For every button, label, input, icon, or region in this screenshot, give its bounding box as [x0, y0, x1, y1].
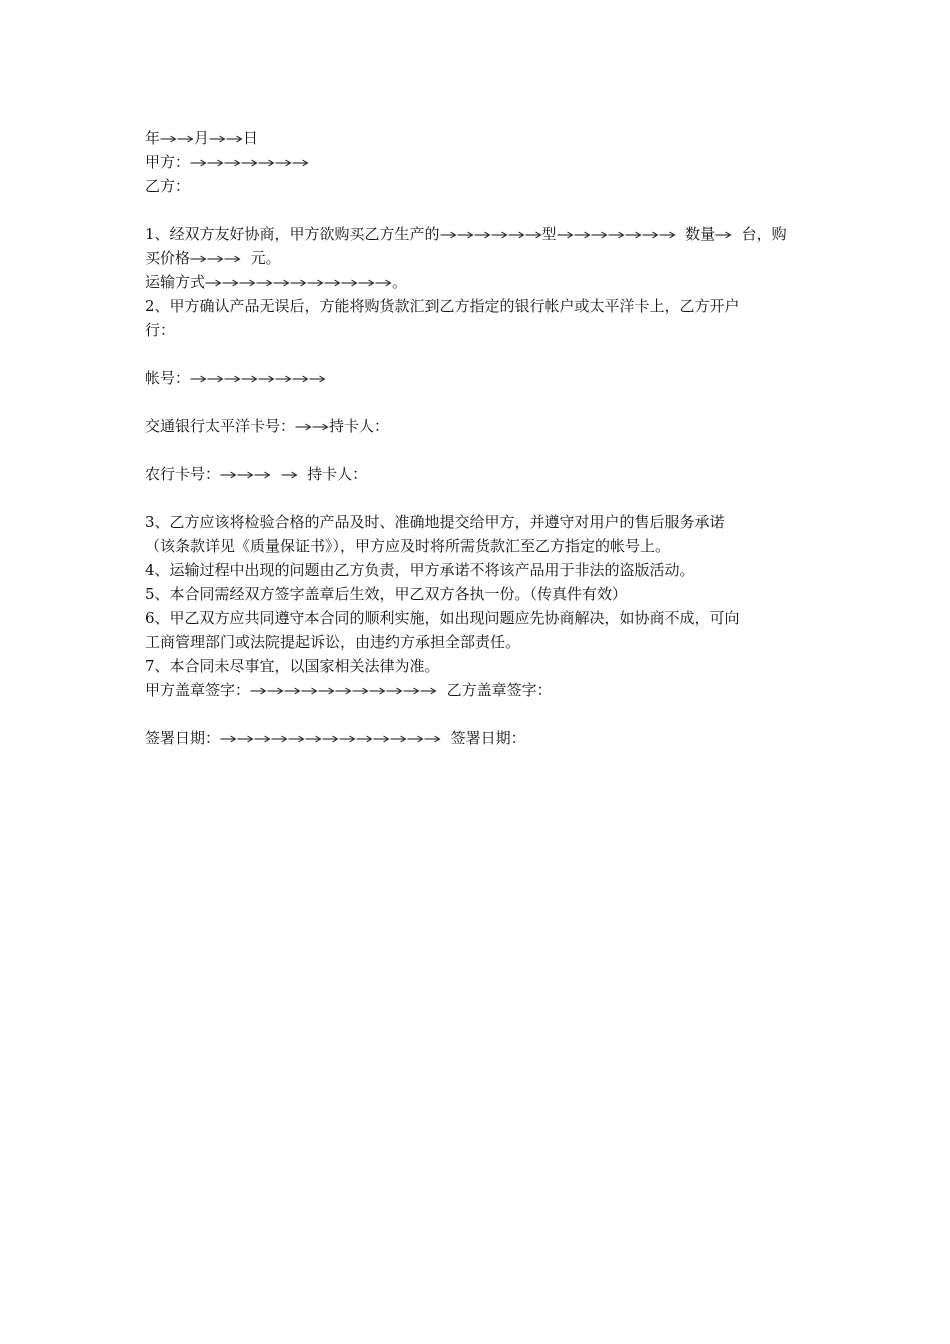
tab-arrow-icon: [715, 230, 732, 240]
tab-marks: [281, 465, 298, 483]
tab-arrow-icon: [420, 686, 437, 696]
tab-arrow-icon: [591, 230, 608, 240]
tab-arrow-icon: [222, 278, 239, 288]
party-a-sign-label: 甲方盖章签字：: [145, 681, 251, 699]
tab-arrow-icon: [341, 278, 358, 288]
tab-marks: [190, 369, 326, 387]
clause-4-line: [145, 558, 810, 582]
clause-1-text-c: 数量: [685, 225, 716, 243]
signature-line: [145, 678, 810, 702]
tab-marks: [440, 225, 542, 243]
tab-arrow-icon: [312, 422, 329, 432]
tab-arrow-icon: [369, 686, 386, 696]
party-b-date-label: 签署日期：: [450, 729, 526, 747]
tab-marks: [220, 729, 441, 747]
tab-arrow-icon: [224, 254, 241, 264]
tab-arrow-icon: [352, 686, 369, 696]
bocom-card-line: [145, 414, 810, 438]
tab-arrow-icon: [322, 734, 339, 744]
tab-arrow-icon: [386, 686, 403, 696]
clause-6-text-1: 6、甲乙双方应共同遵守本合同的顺利实施，如出现问题应先协商解决，如协商不成，可向: [145, 609, 740, 627]
party-a-date-label: 签署日期：: [145, 729, 221, 747]
clause-3-line-1: [145, 510, 810, 534]
clause-1-price-label: 买价格: [145, 249, 191, 267]
tab-arrow-icon: [424, 734, 441, 744]
tab-arrow-icon: [207, 374, 224, 384]
tab-arrow-icon: [324, 278, 341, 288]
tab-arrow-icon: [403, 686, 420, 696]
party-a-line: [145, 150, 810, 174]
clause-1-text-d: 台，购: [741, 225, 787, 243]
tab-arrow-icon: [205, 278, 222, 288]
tab-arrow-icon: [241, 374, 258, 384]
clause-2-line-1: [145, 294, 810, 318]
clause-7-text: 7、本合同未尽事宜，以国家相关法律为准。: [145, 657, 440, 675]
tab-arrow-icon: [281, 470, 298, 480]
tab-arrow-icon: [309, 374, 326, 384]
tab-arrow-icon: [295, 422, 312, 432]
party-b-sign-label: 乙方盖章签字：: [446, 681, 552, 699]
tab-marks: [160, 129, 194, 147]
date-line: [145, 126, 810, 150]
tab-arrow-icon: [275, 374, 292, 384]
tab-arrow-icon: [339, 734, 356, 744]
tab-marks: [295, 417, 329, 435]
clause-5-text: 5、本合同需经双方签字盖章后生效，甲乙双方各执一份。（传真件有效）: [145, 585, 628, 603]
party-a-label: 甲方：: [145, 153, 191, 171]
party-b-line: [145, 174, 810, 198]
tab-arrow-icon: [457, 230, 474, 240]
tab-arrow-icon: [239, 278, 256, 288]
clause-6-line-1: [145, 606, 810, 630]
tab-arrow-icon: [241, 158, 258, 168]
clause-1-line-1: [145, 222, 810, 246]
clause-6-text-2: 工商管理部门或法院提起诉讼，由违约方承担全部责任。: [145, 633, 521, 651]
tab-arrow-icon: [190, 158, 207, 168]
tab-arrow-icon: [275, 158, 292, 168]
tab-arrow-icon: [358, 278, 375, 288]
tab-arrow-icon: [292, 158, 309, 168]
tab-arrow-icon: [508, 230, 525, 240]
tab-arrow-icon: [250, 686, 267, 696]
tab-arrow-icon: [356, 734, 373, 744]
clause-3-text-2: （该条款详见《质量保证书》），甲方应及时将所需货款汇至乙方指定的帐号上。: [145, 537, 671, 555]
tab-arrow-icon: [375, 278, 392, 288]
sign-date-line: [145, 726, 810, 750]
clause-1-text-b: 型: [541, 225, 557, 243]
clause-2-text-2: 行：: [145, 321, 176, 339]
tab-arrow-icon: [273, 278, 290, 288]
transport-label: 运输方式: [145, 273, 206, 291]
tab-arrow-icon: [373, 734, 390, 744]
clause-7-line: [145, 654, 810, 678]
tab-arrow-icon: [335, 686, 352, 696]
tab-marks: [250, 681, 437, 699]
tab-arrow-icon: [258, 374, 275, 384]
tab-arrow-icon: [224, 158, 241, 168]
tab-arrow-icon: [301, 686, 318, 696]
bocom-card-label: 交通银行太平洋卡号：: [145, 417, 296, 435]
tab-marks: [220, 465, 271, 483]
tab-arrow-icon: [318, 686, 335, 696]
tab-arrow-icon: [267, 686, 284, 696]
tab-arrow-icon: [207, 254, 224, 264]
tab-arrow-icon: [659, 230, 676, 240]
tab-arrow-icon: [258, 158, 275, 168]
clause-4-text: 4、运输过程中出现的问题由乙方负责，甲方承诺不将该产品用于非法的盗版活动。: [145, 561, 695, 579]
transport-line: [145, 270, 810, 294]
tab-arrow-icon: [288, 734, 305, 744]
tab-arrow-icon: [390, 734, 407, 744]
clause-3-line-2: [145, 534, 810, 558]
day-label: 日: [243, 129, 259, 147]
abc-card-label: 农行卡号：: [145, 465, 221, 483]
tab-marks: [205, 273, 392, 291]
tab-arrow-icon: [271, 734, 288, 744]
tab-arrow-icon: [474, 230, 491, 240]
tab-marks: [715, 225, 732, 243]
tab-arrow-icon: [284, 686, 301, 696]
month-label: 月: [194, 129, 210, 147]
tab-arrow-icon: [237, 734, 254, 744]
tab-arrow-icon: [237, 470, 254, 480]
tab-arrow-icon: [254, 734, 271, 744]
clause-5-line: [145, 582, 810, 606]
tab-arrow-icon: [440, 230, 457, 240]
account-line: [145, 366, 810, 390]
clause-1-price-unit: 元。: [250, 249, 281, 267]
tab-marks: [209, 129, 243, 147]
tab-arrow-icon: [160, 134, 177, 144]
contract-body: [145, 126, 810, 750]
bocom-holder-label: 持卡人：: [329, 417, 390, 435]
clause-1-text-a: 1、经双方友好协商，甲方欲购买乙方生产的: [145, 225, 440, 243]
tab-arrow-icon: [292, 374, 309, 384]
tab-marks: [190, 249, 241, 267]
tab-arrow-icon: [207, 158, 224, 168]
tab-arrow-icon: [407, 734, 424, 744]
tab-arrow-icon: [290, 278, 307, 288]
tab-arrow-icon: [226, 134, 243, 144]
tab-marks: [190, 153, 309, 171]
party-b-label: 乙方：: [145, 177, 191, 195]
abc-holder-label: 持卡人：: [307, 465, 368, 483]
account-label: 帐号：: [145, 369, 191, 387]
tab-marks: [557, 225, 676, 243]
tab-arrow-icon: [190, 254, 207, 264]
abc-card-line: [145, 462, 810, 486]
year-label: 年: [145, 129, 161, 147]
tab-arrow-icon: [307, 278, 324, 288]
clause-2-text-1: 2、甲方确认产品无误后，方能将购货款汇到乙方指定的银行帐户或太平洋卡上，乙方开户: [145, 297, 740, 315]
clause-3-text-1: 3、乙方应该将检验合格的产品及时、准确地提交给甲方，并遵守对用户的售后服务承诺: [145, 513, 725, 531]
tab-arrow-icon: [574, 230, 591, 240]
tab-arrow-icon: [625, 230, 642, 240]
tab-arrow-icon: [525, 230, 542, 240]
clause-1-line-2: [145, 246, 810, 270]
clause-2-line-2: [145, 318, 810, 342]
tab-arrow-icon: [256, 278, 273, 288]
tab-arrow-icon: [220, 470, 237, 480]
tab-arrow-icon: [254, 470, 271, 480]
tab-arrow-icon: [224, 374, 241, 384]
tab-arrow-icon: [177, 134, 194, 144]
tab-arrow-icon: [220, 734, 237, 744]
tab-arrow-icon: [190, 374, 207, 384]
tab-arrow-icon: [608, 230, 625, 240]
tab-arrow-icon: [209, 134, 226, 144]
tab-arrow-icon: [491, 230, 508, 240]
transport-end: 。: [392, 273, 408, 291]
tab-arrow-icon: [642, 230, 659, 240]
tab-arrow-icon: [557, 230, 574, 240]
clause-6-line-2: [145, 630, 810, 654]
tab-arrow-icon: [305, 734, 322, 744]
